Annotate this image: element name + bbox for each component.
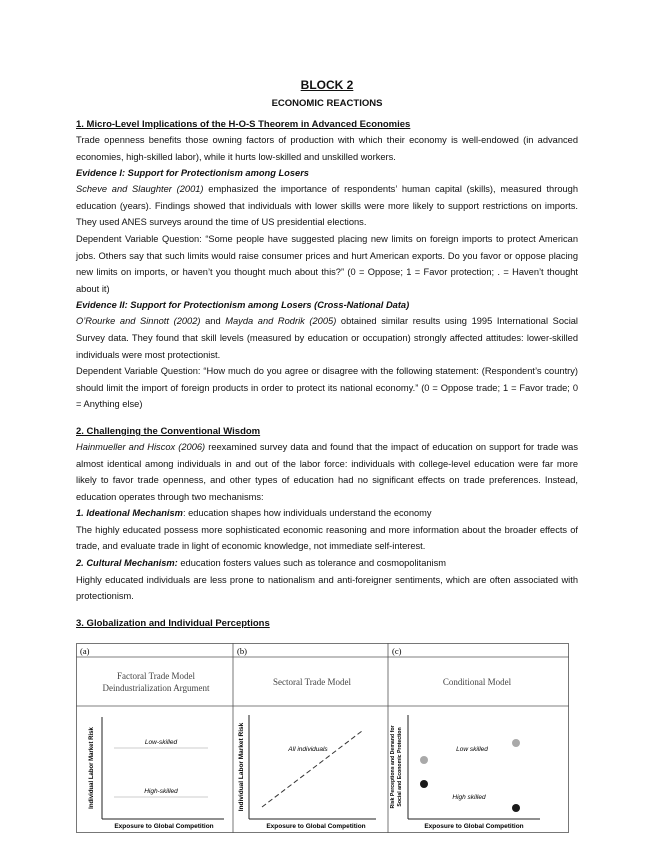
panel-c-y-label-line2: Social and Economic Protection	[397, 727, 403, 807]
mechanism-2-heading	[76, 555, 578, 572]
document-page	[76, 78, 578, 631]
panel-b-x-label: Exposure to Global Competition	[266, 823, 366, 830]
panel-c-high-skilled-dot-low-exposure	[420, 780, 428, 788]
mechanism-2-title: Cultural Mechanism:	[86, 558, 178, 569]
mechanism-2-text: Highly educated individuals are less prone to nationalism and anti-foreigner sentiments, which are often associated with protectionism.	[76, 574, 578, 602]
evidence-2-paragraph	[76, 313, 578, 363]
panel-c-y-label-line1: Risk Perceptions and Demand for	[390, 725, 396, 809]
section-2-heading: 2. Challenging the Conventional Wisdom	[76, 425, 261, 437]
mechanism-1-number: 1.	[76, 508, 87, 519]
panel-c-low-skilled-dot-low-exposure	[420, 756, 428, 764]
evidence-1-title: Evidence I: Support for Protectionism among Losers	[76, 168, 309, 179]
citation: Mayda and Rodrik (2005)	[225, 316, 337, 327]
evidence-1-text: emphasized the importance of respondents’ human capital (skills), measured through education (years). Findings showed that individuals with lower skills were more likely to support restrictions on imports. They used ANES surveys around the time of US presidential elections.	[76, 184, 578, 228]
panel-c-low-skilled-label: Low skilled	[456, 746, 488, 753]
panel-a-title-line1: Factoral Trade Model	[117, 671, 195, 681]
panel-c-high-skilled-dot-high-exposure	[512, 804, 520, 812]
conjunction: and	[200, 316, 226, 327]
mechanism-1-heading	[76, 505, 578, 522]
mechanism-1-definition: : education shapes how individuals understand the economy	[182, 508, 432, 519]
panel-a-high-skilled-label: High-skilled	[144, 788, 178, 795]
panel-c-low-skilled-dot-high-exposure	[512, 739, 520, 747]
evidence-2-title: Evidence II: Support for Protectionism among Losers (Cross-National Data)	[76, 300, 410, 311]
panel-a-y-label: Individual Labor Market Risk	[89, 727, 95, 809]
mechanism-1-title: Ideational Mechanism	[86, 508, 183, 519]
panel-a-title-line2: Deindustrialization Argument	[102, 683, 210, 693]
evidence-1-paragraph	[76, 181, 578, 231]
panel-a-x-label: Exposure to Global Competition	[114, 823, 214, 830]
panel-c-title: Conditional Model	[442, 677, 512, 687]
panel-b-all-individuals-label: All individuals	[288, 746, 328, 753]
citation: O’Rourke and Sinnott (2002)	[76, 316, 201, 327]
block-subtitle: ECONOMIC REACTIONS	[271, 98, 383, 109]
block-title: BLOCK 2	[300, 78, 354, 92]
panel-c-high-skilled-label: High skilled	[452, 794, 486, 801]
section-1-heading: 1. Micro-Level Implications of the H-O-S Theorem in Advanced Economies	[76, 119, 411, 130]
mechanism-1-text: The highly educated possess more sophisticated economic reasoning and more information about the broader effects of trade, and evaluate trade in light of economic knowledge, not immediate self-interest.	[76, 524, 578, 552]
panel-b-all-individuals-line	[262, 731, 362, 807]
panel-a-low-skilled-label: Low-skilled	[144, 739, 178, 746]
panel-a-letter: (a)	[80, 646, 90, 656]
section-2-paragraph	[76, 439, 578, 505]
panel-b-title: Sectoral Trade Model	[273, 677, 351, 687]
section-1-paragraph: Trade openness benefits those owning factors of production with which their economy is well-endowed (in advanced economies, high-skilled labor), while it hurts low-skilled and unskilled workers.	[76, 135, 578, 162]
mechanism-2-number: 2.	[76, 558, 87, 569]
citation: Scheve and Slaughter (2001)	[76, 184, 204, 195]
citation: Hainmueller and Hiscox (2006)	[76, 441, 206, 452]
figure-svg	[76, 643, 569, 833]
figure-globalization-models	[76, 643, 569, 833]
section-3-heading: 3. Globalization and Individual Perceptions	[76, 617, 270, 629]
mechanism-2-definition: education fosters values such as tolerance and cosmopolitanism	[177, 558, 446, 569]
evidence-2-dv-question: Dependent Variable Question: “How much do you agree or disagree with the following statement: (Respondent’s country) should limit the import of foreign products in order to protect its national economy.” (0 = Oppose trade; 1 = Favor trade; 0 = Anything else)	[76, 366, 578, 410]
panel-b-letter: (b)	[237, 646, 247, 656]
evidence-1-dv-question: Dependent Variable Question: “Some people have suggested placing new limits on foreign imports to protect American jobs. Others say that such limits would raise consumer prices and hurt American exports. Do you favor or oppose placing new limits on imports, or haven’t you thought much about this?” (0 = Oppose; 1 = Favor protection; . = Haven’t thought about it)	[76, 233, 578, 294]
panel-b-y-label: Individual Labor Market Risk	[238, 722, 245, 812]
panel-c-x-label: Exposure to Global Competition	[424, 823, 524, 830]
evidence-2-text: obtained similar results using 1995 International Social Survey data. They found that skill levels (measured by education or occupation) strongly affected attitudes: lower-skilled individuals were most protectionist.	[76, 316, 578, 360]
section-2-text: reexamined survey data and found that the impact of education on support for trade was almost identical among individuals in and out of the labor force: individuals with college-level education were far more likely to favor trade openness, and other types of education had no significant effects on trade preferences. Instead, education operates through two mechanisms:	[76, 441, 578, 502]
panel-c-letter: (c)	[392, 646, 402, 656]
